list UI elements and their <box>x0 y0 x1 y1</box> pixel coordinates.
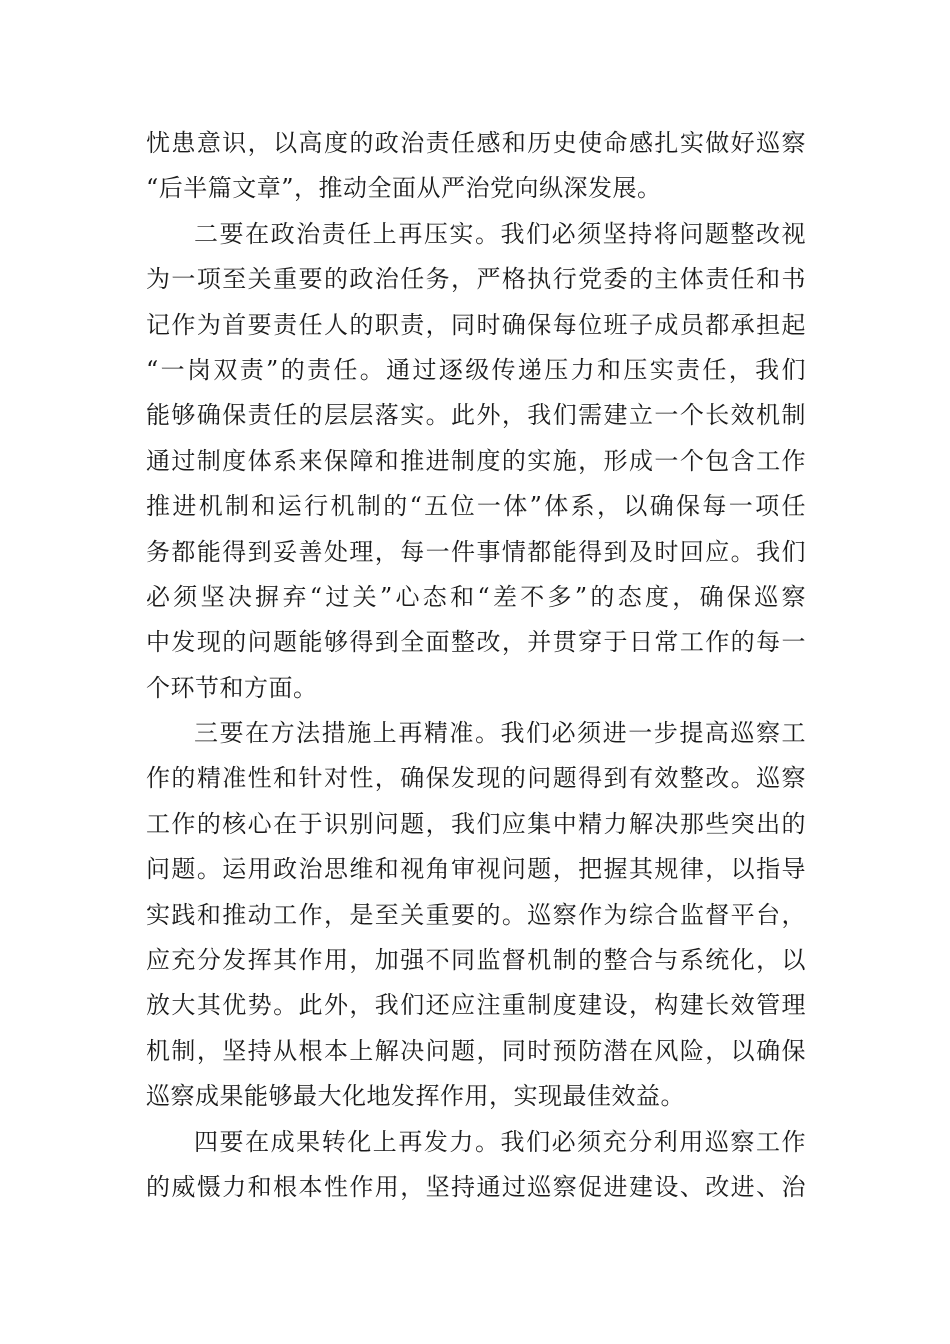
text-line: 为一项至关重要的政治任务，严格执行党委的主体责任和书 <box>146 265 806 294</box>
text-line: 问题。运用政治思维和视角审视问题，把握其规律，以指导 <box>146 855 806 884</box>
text-line: 实践和推动工作，是至关重要的。巡察作为综合监督平台， <box>146 900 806 929</box>
text-line: 务都能得到妥善处理，每一件事情都能得到及时回应。我们 <box>146 537 806 566</box>
document-page <box>146 121 806 1210</box>
text-line: 记作为首要责任人的职责，同时确保每位班子成员都承担起 <box>146 310 806 339</box>
text-line: 必须坚决摒弃“过关”心态和“差不多”的态度，确保巡察 <box>146 582 806 611</box>
text-line: 四要在成果转化上再发力。我们必须充分利用巡察工作 <box>194 1127 806 1156</box>
text-line: 能够确保责任的层层落实。此外，我们需建立一个长效机制 <box>146 401 806 430</box>
text-line: 二要在政治责任上再压实。我们必须坚持将问题整改视 <box>194 219 806 248</box>
text-line: 放大其优势。此外，我们还应注重制度建设，构建长效管理 <box>146 991 806 1020</box>
text-line: 的威慑力和根本性作用，坚持通过巡察促进建设、改进、治 <box>146 1172 806 1201</box>
text-line: “后半篇文章”，推动全面从严治党向纵深发展。 <box>146 174 662 203</box>
text-line: 通过制度体系来保障和推进制度的实施，形成一个包含工作 <box>146 446 806 475</box>
text-line: “一岗双责”的责任。通过逐级传递压力和压实责任，我们 <box>146 355 806 384</box>
text-line: 应充分发挥其作用，加强不同监督机制的整合与系统化，以 <box>146 946 806 975</box>
text-line: 三要在方法措施上再精准。我们必须进一步提高巡察工 <box>194 719 806 748</box>
text-line: 个环节和方面。 <box>146 673 318 702</box>
text-line: 机制，坚持从根本上解决问题，同时预防潜在风险，以确保 <box>146 1036 806 1065</box>
text-line: 工作的核心在于识别问题，我们应集中精力解决那些突出的 <box>146 809 806 838</box>
text-line: 忧患意识，以高度的政治责任感和历史使命感扎实做好巡察 <box>146 129 806 157</box>
text-line: 推进机制和运行机制的“五位一体”体系，以确保每一项任 <box>146 492 806 521</box>
text-line: 巡察成果能够最大化地发挥作用，实现最佳效益。 <box>146 1082 685 1111</box>
text-line: 作的精准性和针对性，确保发现的问题得到有效整改。巡察 <box>146 764 806 793</box>
text-line: 中发现的问题能够得到全面整改，并贯穿于日常工作的每一 <box>146 628 806 657</box>
